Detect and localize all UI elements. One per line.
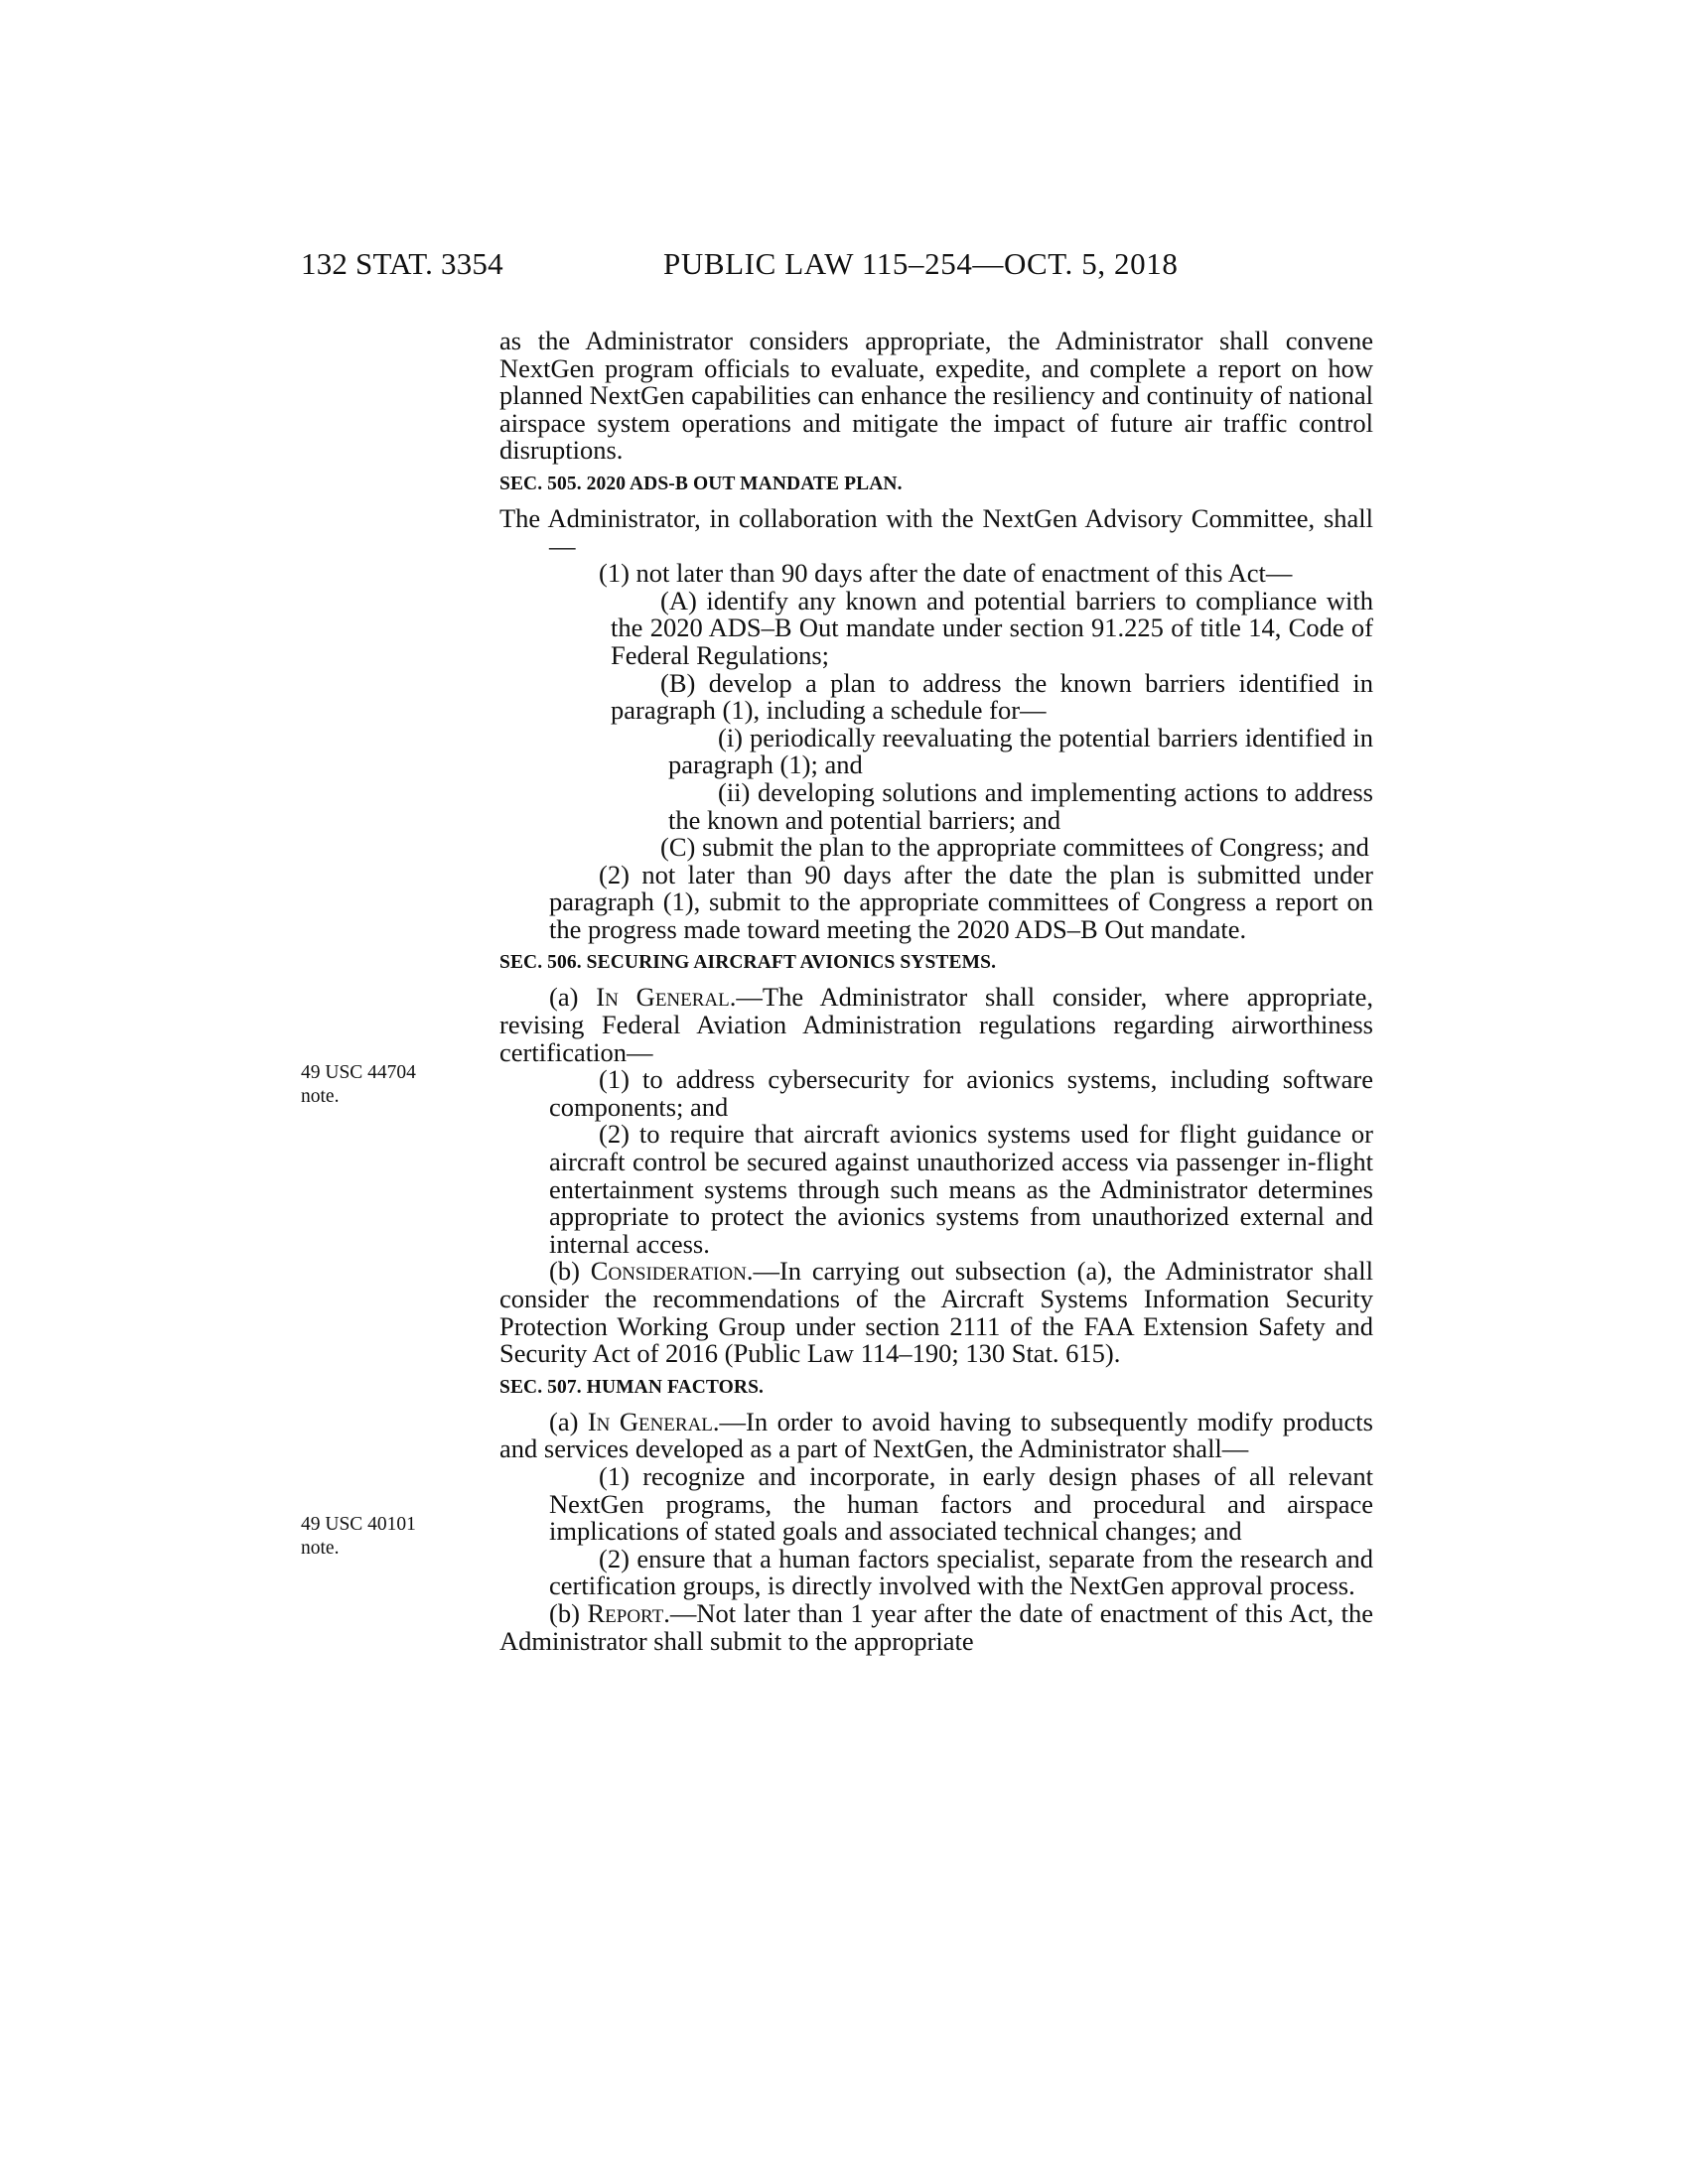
- sec-505-clause-ii: (ii) developing solutions and implementing actions to address the known and potential barriers; and: [668, 776, 1373, 835]
- sec-506-b-label: (b): [549, 1256, 591, 1287]
- sec-506-paragraph-1: (1) to address cybersecurity for avionics systems, including software components; and: [549, 1064, 1373, 1122]
- sec-505-lead: The Administrator, in collaboration with the NextGen Advisory Committee, shall—: [499, 502, 1373, 561]
- sec-507-a-label: (a): [549, 1406, 588, 1436]
- sec-505-heading: SEC. 505. 2020 ADS-B OUT MANDATE PLAN.: [499, 473, 903, 494]
- sec-507-paragraph-2: (2) ensure that a human factors specialist, separate from the research and certification groups, is directly involved with the NextGen approval process.: [549, 1543, 1373, 1601]
- sec-507-b-label: (b): [549, 1597, 588, 1628]
- margin-note-sec-507: 49 USC 40101 note.: [301, 1514, 416, 1559]
- sec-507-b-caption: Report: [587, 1597, 664, 1628]
- intro-paragraph: as the Administrator considers appropriate, the Administrator shall convene NextGen program officials to evaluate, expedite, and complete a report on how planned NextGen capabilities can enhance the resiliency and continuity of national airspace system operations and mitigate the impact of future air traffic control disruptions.: [499, 326, 1373, 466]
- margin-note-sec-506: 49 USC 44704 note.: [301, 1062, 416, 1107]
- sec-507-subsection-a: [499, 1406, 1373, 1464]
- sec-506-a-caption: In General: [596, 982, 730, 1013]
- sec-505-subparagraph-c: (C) submit the plan to the appropriate committees of Congress; and: [660, 832, 1369, 863]
- sec-505-subparagraph-b: (B) develop a plan to address the known barriers identified in paragraph (1), including a schedule for—: [611, 667, 1373, 726]
- sec-506-subsection-a: [499, 984, 1373, 1066]
- sec-505-paragraph-1: (1) not later than 90 days after the date of enactment of this Act—: [599, 558, 1293, 589]
- page-body: [499, 328, 1373, 1655]
- sec-506-a-label: (a): [549, 982, 597, 1013]
- sec-507-a-caption: In General: [587, 1406, 713, 1436]
- sec-507-a-text: .—In order to avoid having to subsequently modify products and services developed as a part of NextGen, the Administrator shall—: [499, 1406, 1373, 1464]
- sec-507-paragraph-1: (1) recognize and incorporate, in early design phases of all relevant NextGen programs, the human factors and procedural and airspace implications of stated goals and associated technical changes; and: [549, 1460, 1373, 1547]
- sec-505-paragraph-2: (2) not later than 90 days after the date the plan is submitted under paragraph (1), submit to the appropriate committees of Congress a report on the progress made toward meeting the 2020 ADS–B Out mandate.: [549, 859, 1373, 944]
- statute-citation: 132 STAT. 3354: [301, 246, 503, 281]
- sec-506-heading: SEC. 506. SECURING AIRCRAFT AVIONICS SYSTEMS.: [499, 952, 997, 974]
- public-law-title: PUBLIC LAW 115–254—OCT. 5, 2018: [663, 246, 1179, 281]
- sec-506-subsection-b: [499, 1258, 1373, 1367]
- sec-505-subparagraph-a: (A) identify any known and potential barriers to compliance with the 2020 ADS–B Out mandate under section 91.225 of title 14, Code of Federal Regulations;: [611, 585, 1373, 670]
- page-header: [0, 246, 1688, 290]
- sec-506-a-text: .—The Administrator shall consider, where appropriate, revising Federal Aviation Administration regulations regarding airworthiness certification—: [499, 982, 1373, 1067]
- sec-507-b-text: .—Not later than 1 year after the date of enactment of this Act, the Administrator shall submit to the appropriate: [499, 1597, 1374, 1656]
- sec-506-b-caption: Consideration: [590, 1256, 747, 1287]
- sec-506-paragraph-2: (2) to require that aircraft avionics systems used for flight guidance or aircraft control be secured against unauthorized access via passenger in-flight entertainment systems through such means as the Administrator determines appropriate to protect the avionics systems from unauthorized external and internal access.: [549, 1119, 1373, 1259]
- sec-507-heading: SEC. 507. HUMAN FACTORS.: [499, 1376, 765, 1398]
- sec-505-clause-i: (i) periodically reevaluating the potential barriers identified in paragraph (1); and: [668, 722, 1373, 780]
- sec-507-subsection-b: [499, 1597, 1374, 1656]
- sec-506-b-text: .—In carrying out subsection (a), the Administrator shall consider the recommendations of the Aircraft Systems Information Security Protection Working Group under section 2111 of the FAA Extension Safety and Security Act of 2016 (Public Law 114–190; 130 Stat. 615).: [499, 1256, 1373, 1369]
